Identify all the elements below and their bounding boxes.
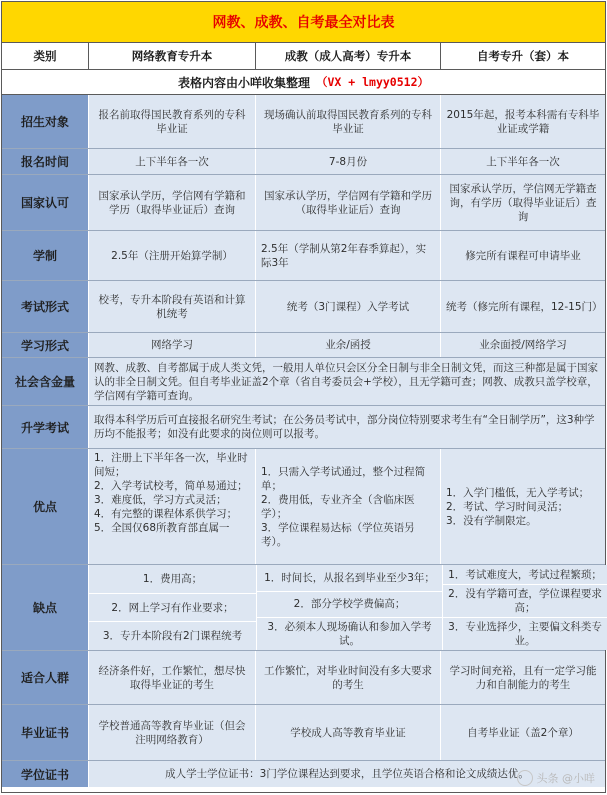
table-cell xyxy=(441,449,605,564)
list-item: 2．网上学习有作业要求； xyxy=(89,594,256,623)
source-notice xyxy=(2,70,605,95)
table-row xyxy=(2,406,605,449)
table-cell-merged: 取得本科学历后可直接报名研究生考试；在公务员考试中，部分岗位特别要求考生有“全日制学历”，这3种学历均不能报考；如没有此要求的岗位则可以报考。 xyxy=(89,406,605,448)
row-label: 适合人群 xyxy=(2,651,89,704)
table-row xyxy=(2,651,605,705)
list-item: 2．入学考试校考，简单易通过； xyxy=(94,480,248,492)
cons-column xyxy=(89,565,257,650)
row-label: 社会含金量 xyxy=(2,358,89,405)
table-cell: 2.5年（学制从第2年春季算起），实际3年 xyxy=(256,231,441,280)
table-row xyxy=(2,149,605,175)
list-item: 1．入学门槛低，无入学考试； xyxy=(446,486,590,499)
table-row xyxy=(2,95,605,149)
table-cell-merged: 网教、成教、自考都属于成人类文凭，一般用人单位只会区分全日制与非全日制文凭，而这三种都是属于国家认的非全日制文凭。但自考毕业证盖2个章（省自考委员会+学校），且无学籍可查；网教、成教只盖学校章，学信网有学籍可查询。 xyxy=(89,358,605,405)
list-item: 1．费用高； xyxy=(89,565,256,594)
watermark-logo-icon xyxy=(517,770,533,786)
notice-text: 表格内容由小咩收集整理 xyxy=(177,75,310,90)
table-cell: 7-8月份 xyxy=(256,149,441,174)
list-item: 1．注册上下半年各一次，毕业时间短； xyxy=(94,452,248,478)
table-cell: 修完所有课程可申请毕业 xyxy=(441,231,605,280)
table-cell xyxy=(256,449,441,564)
row-label: 学制 xyxy=(2,231,89,280)
list-item: 3．专业选择少，主要偏文科类专业。 xyxy=(443,618,607,650)
table-cell: 统考（3门课程）入学考试 xyxy=(256,281,441,332)
list-item: 2．费用低，专业齐全（含临床医学）； xyxy=(261,493,415,520)
table-cell: 自考毕业证（盖2个章） xyxy=(441,705,605,760)
row-label: 考试形式 xyxy=(2,281,89,332)
row-label: 学位证书 xyxy=(2,761,89,787)
list-item: 2．部分学校学费偏高； xyxy=(257,592,442,619)
table-cell-merged: 成人学士学位证书：3门学位课程达到要求，且学位英语合格和论文成绩达优。 xyxy=(89,761,605,787)
table-row xyxy=(2,705,605,761)
list-item: 2．没有学籍可查，学位课程要求高； xyxy=(443,585,607,618)
table-row xyxy=(2,449,605,565)
list-item: 3．难度低，学习方式灵活； xyxy=(94,494,227,506)
header-category: 类别 xyxy=(2,43,89,69)
table-cell: 国家承认学历，学信网有学籍和学历（取得毕业证后）查询 xyxy=(256,175,441,230)
table-row xyxy=(2,231,605,281)
page-title: 网教、成教、自考最全对比表 xyxy=(2,2,605,43)
table-cell: 学习时间充裕，且有一定学习能力和自制能力的考生 xyxy=(441,651,605,704)
table-row xyxy=(2,761,605,787)
row-label: 学习形式 xyxy=(2,333,89,357)
table-cell: 2015年起，报考本科需有专科毕业证或学籍 xyxy=(441,95,605,148)
row-label: 招生对象 xyxy=(2,95,89,148)
table-cell: 上下半年各一次 xyxy=(89,149,256,174)
pros-list xyxy=(446,486,600,528)
header-adult-education: 成教（成人高考）专升本 xyxy=(256,43,441,69)
table-cell: 现场确认前取得国民教育系列的专科毕业证 xyxy=(256,95,441,148)
list-item: 4．有完整的课程体系供学习； xyxy=(94,508,238,520)
watermark xyxy=(517,770,596,786)
table-cell: 网络学习 xyxy=(89,333,256,357)
pros-list xyxy=(94,451,250,535)
table-cell: 校考，专升本阶段有英语和计算机统考 xyxy=(89,281,256,332)
list-item: 5．全国仅68所教育部直属一 xyxy=(94,522,230,534)
row-label: 升学考试 xyxy=(2,406,89,448)
table-cell: 学校普通高等教育毕业证（但会注明网络教育） xyxy=(89,705,256,760)
table-cell: 统考（修完所有课程，12-15门） xyxy=(441,281,605,332)
table-row xyxy=(2,358,605,406)
row-label: 缺点 xyxy=(2,565,89,650)
table-cell: 业余面授/网络学习 xyxy=(441,333,605,357)
table-cell: 工作繁忙，对毕业时间没有多大要求的考生 xyxy=(256,651,441,704)
table-cell: 国家承认学历，学信网无学籍查询，有学历（取得毕业证后）查询 xyxy=(441,175,605,230)
row-label: 优点 xyxy=(2,449,89,564)
list-item: 3．没有学制限定。 xyxy=(446,514,537,527)
table-cell: 学校成人高等教育毕业证 xyxy=(256,705,441,760)
table-cell xyxy=(89,449,256,564)
list-item: 1．只需入学考试通过，整个过程简单； xyxy=(261,465,426,492)
list-item: 3．必须本人现场确认和参加入学考试。 xyxy=(257,618,442,650)
header-row xyxy=(2,43,605,70)
table-cell: 2.5年（注册开始算学制） xyxy=(89,231,256,280)
table-row xyxy=(2,333,605,358)
pros-list xyxy=(261,465,435,549)
list-item: 2．考试、学习时间灵活； xyxy=(446,500,569,513)
list-item: 3．学位课程易达标（学位英语另考）。 xyxy=(261,521,415,548)
table-row xyxy=(2,281,605,333)
header-online-education: 网络教育专升本 xyxy=(89,43,256,69)
list-item: 1．时间长，从报名到毕业至少3年； xyxy=(257,565,442,592)
list-item: 3．专升本阶段有2门课程统考 xyxy=(89,622,256,650)
table-row xyxy=(2,175,605,231)
cons-column xyxy=(443,565,607,650)
table-cell: 业余/函授 xyxy=(256,333,441,357)
notice-contact: （VX + lmyy0512） xyxy=(316,75,430,89)
table-cell: 报名前取得国民教育系列的专科毕业证 xyxy=(89,95,256,148)
comparison-sheet xyxy=(1,1,606,793)
table-cell: 国家承认学历，学信网有学籍和学历（取得毕业证后）查询 xyxy=(89,175,256,230)
cons-column xyxy=(257,565,443,650)
header-self-study: 自考专升（套）本 xyxy=(477,49,569,63)
watermark-text: 头条 @小咩 xyxy=(536,772,595,785)
row-label: 报名时间 xyxy=(2,149,89,174)
table-cell: 经济条件好，工作繁忙，想尽快取得毕业证的考生 xyxy=(89,651,256,704)
list-item: 1．考试难度大，考试过程繁琐； xyxy=(443,565,607,585)
row-label: 国家认可 xyxy=(2,175,89,230)
table-cell: 上下半年各一次 xyxy=(441,149,605,174)
table-row xyxy=(2,565,605,651)
row-label: 毕业证书 xyxy=(2,705,89,760)
